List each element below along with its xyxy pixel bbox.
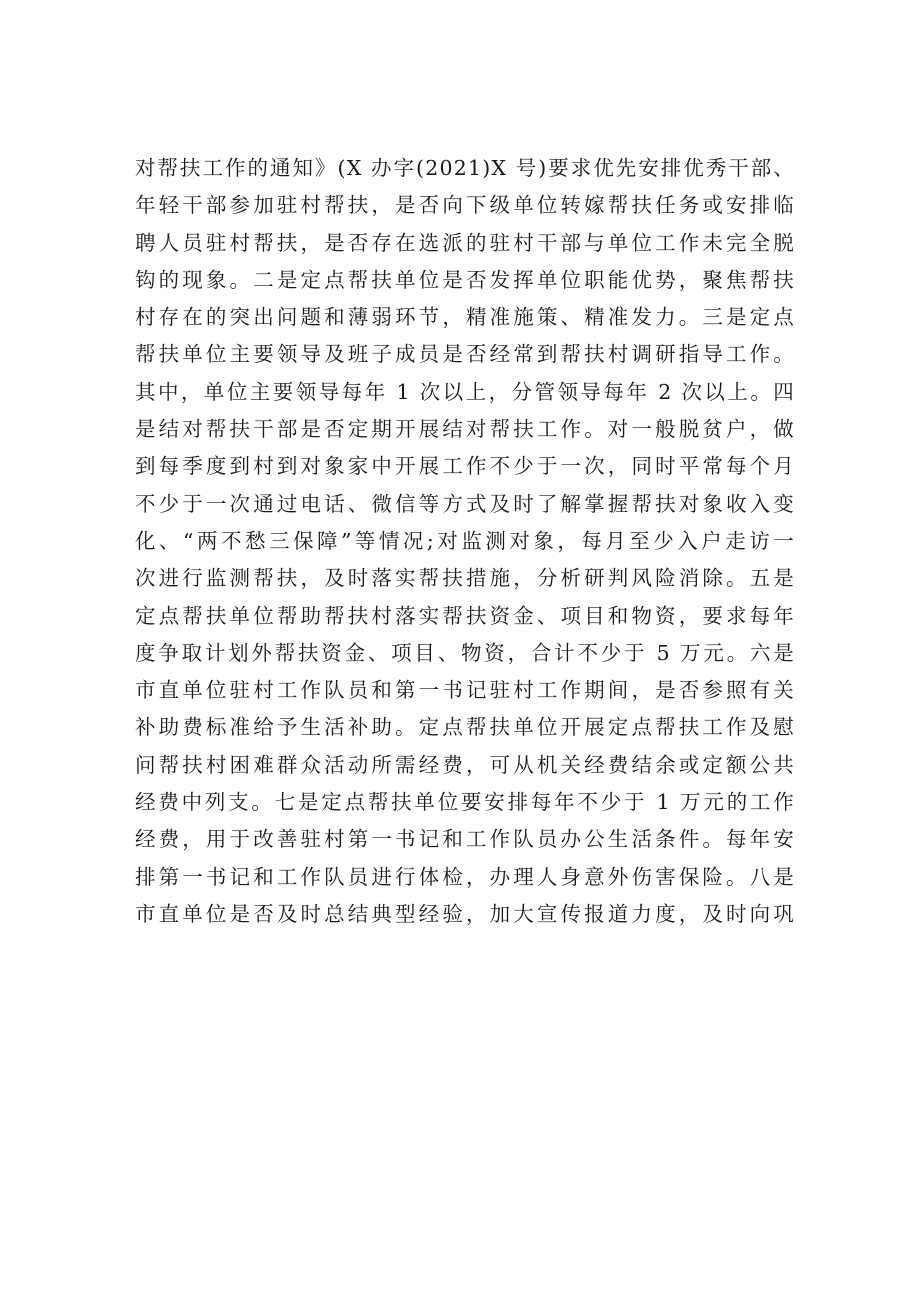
text-line: 市直单位驻村工作队员和第一书记驻村工作期间，是否参照有关 (135, 678, 795, 703)
text-line: 补助费标准给予生活补助。定点帮扶单位开展定点帮扶工作及慰 (135, 715, 795, 740)
text-line: 经费中列支。七是定点帮扶单位要安排每年不少于 1 万元的工作 (135, 790, 795, 815)
text-line: 其中，单位主要领导每年 1 次以上，分管领导每年 2 次以上。四 (135, 379, 795, 404)
text-line: 年轻干部参加驻村帮扶，是否向下级单位转嫁帮扶任务或安排临 (135, 193, 795, 218)
text-line: 是结对帮扶干部是否定期开展结对帮扶工作。对一般脱贫户，做 (135, 417, 795, 442)
text-line: 经费，用于改善驻村第一书记和工作队员办公生活条件。每年安 (135, 827, 795, 852)
text-line: 钩的现象。二是定点帮扶单位是否发挥单位职能优势，聚焦帮扶 (135, 267, 795, 292)
document-body (135, 150, 795, 933)
text-line: 到每季度到村到对象家中开展工作不少于一次，同时平常每个月 (135, 454, 795, 479)
text-line: 不少于一次通过电话、微信等方式及时了解掌握帮扶对象收入变 (135, 491, 795, 516)
text-line: 次进行监测帮扶，及时落实帮扶措施，分析研判风险消除。五是 (135, 566, 795, 591)
text-line: 聘人员驻村帮扶，是否存在选派的驻村干部与单位工作未完全脱 (135, 230, 795, 255)
text-line: 帮扶单位主要领导及班子成员是否经常到帮扶村调研指导工作。 (135, 342, 795, 367)
text-line: 定点帮扶单位帮助帮扶村落实帮扶资金、项目和物资，要求每年 (135, 603, 795, 628)
text-line: 对帮扶工作的通知》(X 办字(2021)X 号)要求优先安排优秀干部、 (135, 156, 795, 180)
text-line: 化、“两不愁三保障”等情况;对监测对象，每月至少入户走访一 (135, 528, 795, 553)
text-line: 度争取计划外帮扶资金、项目、物资，合计不少于 5 万元。六是 (135, 640, 795, 665)
text-line: 市直单位是否及时总结典型经验，加大宣传报道力度，及时向巩 (135, 901, 795, 926)
text-line: 村存在的突出问题和薄弱环节，精准施策、精准发力。三是定点 (135, 305, 795, 330)
text-line: 问帮扶村困难群众活动所需经费，可从机关经费结余或定额公共 (135, 752, 795, 777)
text-line: 排第一书记和工作队员进行体检，办理人身意外伤害保险。八是 (135, 864, 795, 889)
